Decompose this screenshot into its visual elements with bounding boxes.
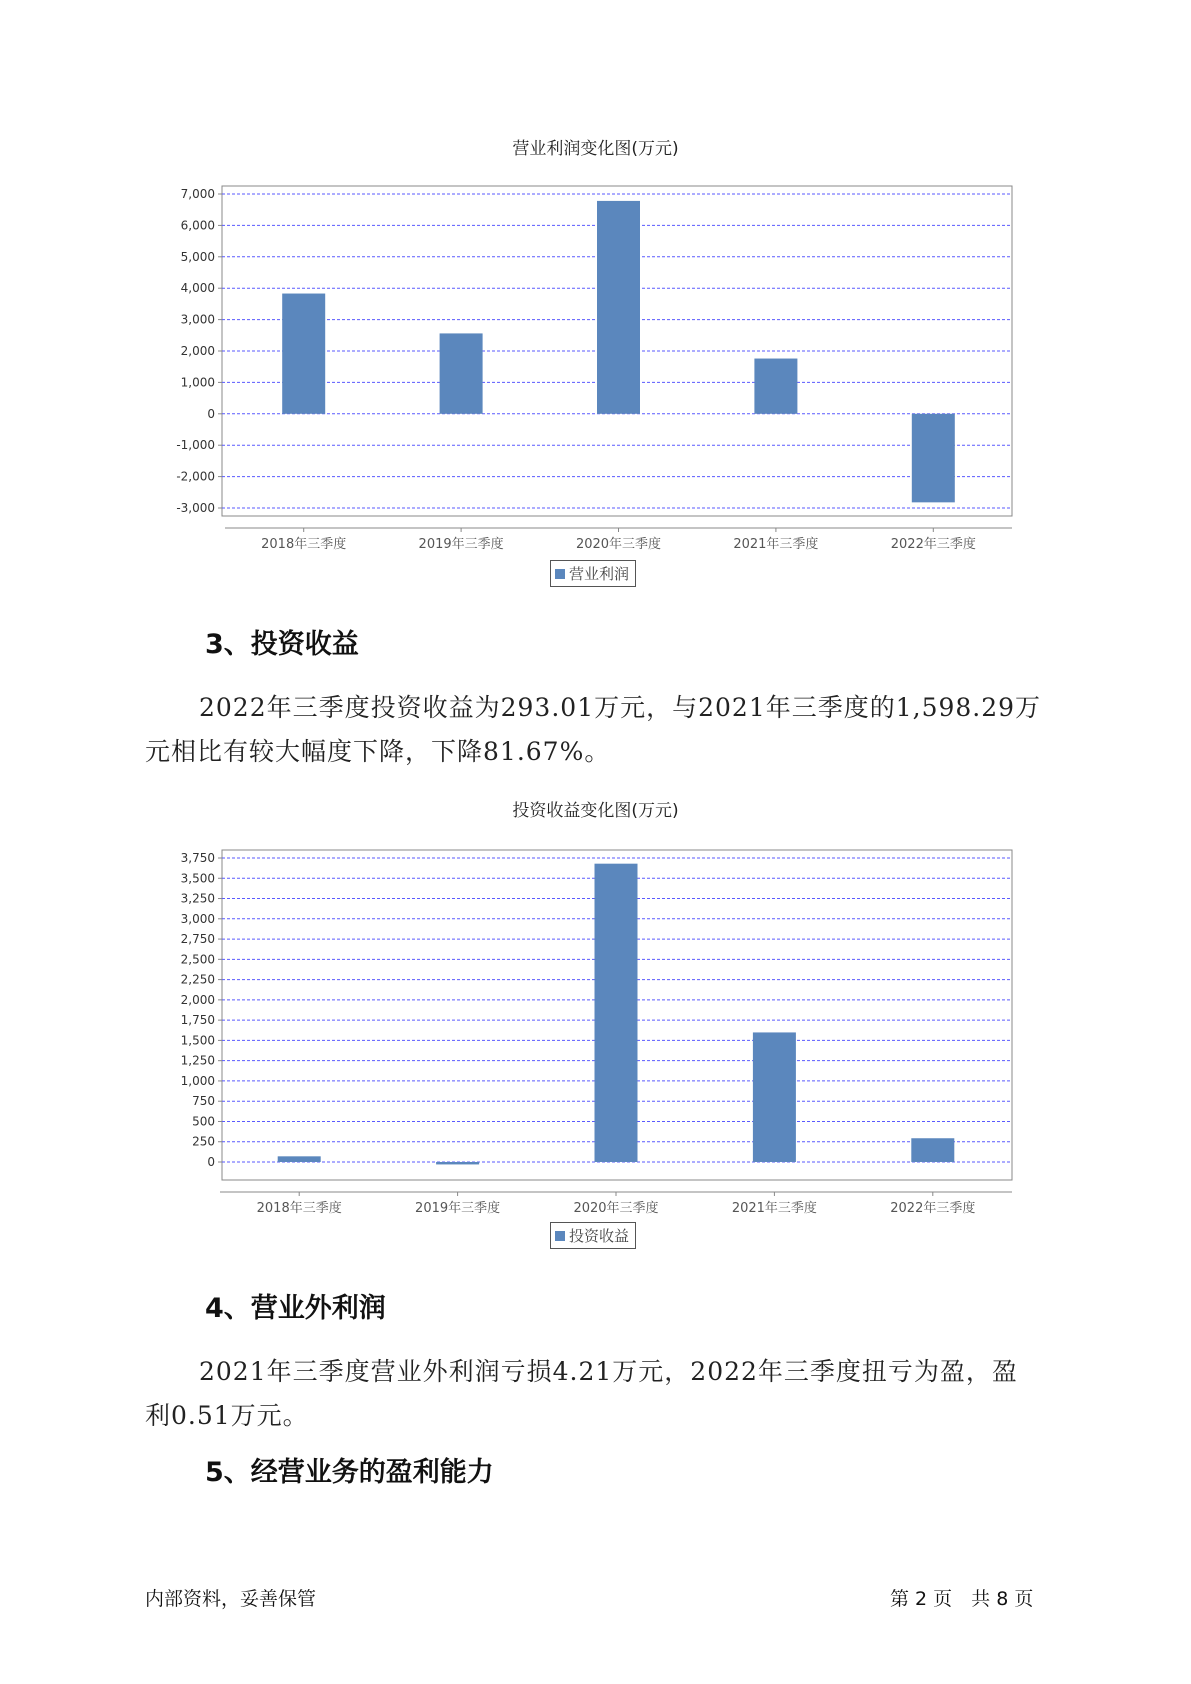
footer-page-number: 第 2 页 共 8 页	[890, 1588, 1034, 1610]
section-3-heading: 3、投资收益	[205, 629, 359, 660]
operating-profit-chart	[0, 160, 1191, 580]
bar	[440, 333, 483, 413]
y-tick-label: 4,000	[180, 281, 215, 296]
legend-investment-income	[550, 1222, 636, 1249]
y-tick-label: 0	[207, 1155, 215, 1169]
y-tick-label: 500	[192, 1114, 215, 1129]
bar	[282, 294, 325, 414]
y-tick-label: -2,000	[176, 469, 215, 484]
bar	[754, 359, 797, 414]
y-tick-label: 3,500	[180, 871, 215, 886]
legend-swatch	[555, 569, 565, 579]
y-tick-label: 3,250	[180, 891, 215, 906]
y-tick-label: 3,750	[180, 851, 215, 865]
y-tick-label: 1,750	[180, 1013, 215, 1028]
bar	[278, 1156, 321, 1162]
bar	[912, 414, 955, 503]
y-tick-label: 2,250	[180, 972, 215, 987]
legend-label: 营业利润	[569, 565, 630, 583]
x-tick-label: 2022年三季度	[890, 537, 976, 552]
chart-title-investment-income: 投资收益变化图(万元)	[512, 801, 679, 821]
paragraph-line	[145, 730, 1045, 774]
legend-swatch	[555, 1231, 565, 1241]
y-tick-label: 2,500	[180, 952, 215, 967]
y-tick-label: 7,000	[180, 187, 215, 201]
section-5-heading: 5、经营业务的盈利能力	[205, 1457, 494, 1488]
paragraph-line	[145, 1350, 1045, 1394]
y-tick-label: -3,000	[176, 501, 215, 515]
y-tick-label: -1,000	[176, 438, 215, 453]
y-tick-label: 3,000	[180, 911, 215, 926]
x-tick-label: 2022年三季度	[890, 1201, 976, 1216]
y-tick-label: 6,000	[180, 218, 215, 233]
bar	[595, 864, 638, 1162]
investment-income-chart	[0, 826, 1191, 1246]
y-tick-label: 0	[207, 406, 215, 421]
chart-title-operating-profit: 营业利润变化图(万元)	[512, 139, 679, 159]
x-tick-label: 2020年三季度	[573, 1201, 659, 1216]
y-tick-label: 1,500	[180, 1033, 215, 1048]
section-4-heading: 4、营业外利润	[205, 1293, 386, 1324]
footer-left: 内部资料，妥善保管	[145, 1588, 317, 1610]
x-tick-label: 2020年三季度	[575, 537, 662, 552]
y-tick-label: 1,250	[180, 1053, 215, 1068]
paragraph-line	[145, 686, 1045, 730]
y-tick-label: 2,000	[180, 344, 215, 358]
y-tick-label: 3,000	[180, 312, 215, 327]
y-tick-label: 750	[192, 1094, 215, 1109]
x-tick-label: 2021年三季度	[733, 537, 819, 552]
paragraph-line	[145, 1394, 1045, 1438]
y-tick-label: 1,000	[180, 375, 215, 390]
section-4-paragraph	[145, 1350, 1045, 1438]
paragraph-text: 2021年三季度营业外利润亏损4.21万元，2022年三季度扭亏为盈，盈	[199, 1357, 1018, 1386]
paragraph-text: 利0.51万元。	[145, 1401, 309, 1430]
x-tick-label: 2019年三季度	[415, 1201, 501, 1216]
legend-label: 投资收益	[569, 1227, 630, 1245]
section-3-paragraph	[145, 686, 1045, 774]
y-tick-label: 1,000	[180, 1073, 215, 1088]
y-tick-label: 250	[192, 1134, 215, 1149]
paragraph-text: 2022年三季度投资收益为293.01万元，与2021年三季度的1,598.29万	[199, 693, 1042, 722]
y-tick-label: 2,750	[180, 932, 215, 947]
x-tick-label: 2021年三季度	[731, 1201, 817, 1216]
bar	[597, 201, 640, 414]
bar	[436, 1162, 479, 1164]
paragraph-text: 元相比有较大幅度下降，下降81.67%。	[145, 737, 611, 766]
x-tick-label: 2018年三季度	[256, 1201, 342, 1216]
x-tick-label: 2019年三季度	[418, 537, 504, 552]
bar	[911, 1138, 954, 1162]
legend-operating-profit	[550, 560, 636, 587]
y-tick-label: 2,000	[180, 992, 215, 1007]
x-tick-label: 2018年三季度	[261, 537, 347, 552]
y-tick-label: 5,000	[180, 249, 215, 264]
bar	[753, 1032, 796, 1162]
